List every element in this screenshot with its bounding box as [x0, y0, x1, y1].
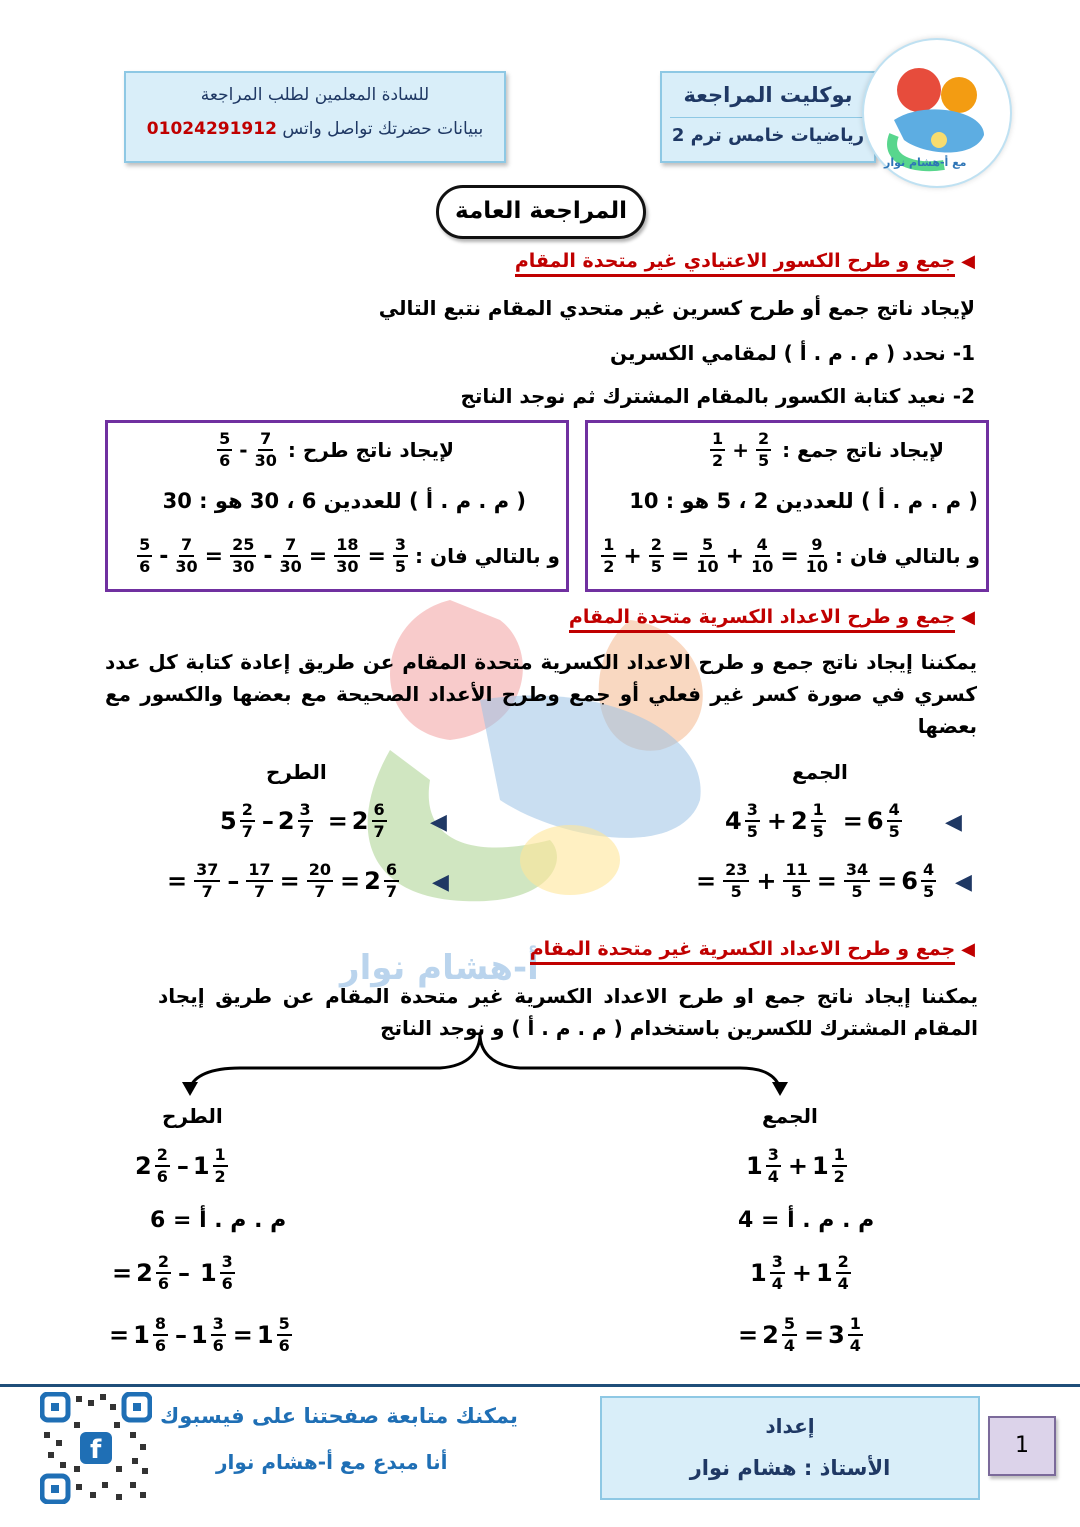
teacher-name: الأستاذ : هشام نوار: [689, 1456, 891, 1480]
section3-add-head: الجمع: [762, 1104, 818, 1128]
section2-sub-head: الطرح: [266, 760, 327, 784]
booklet-title: بوكليت المراجعة: [683, 83, 853, 107]
prepared-label: إعداد: [765, 1414, 815, 1438]
section2-sub-line1: 5 $\frac{2}{7}$ – 2 $\frac{3}{7}$ = 2 $\frac{6}{7}$: [220, 800, 385, 841]
bullet-triangle-icon: ◀: [955, 870, 972, 895]
section3-body: يمكننا إيجاد ناتج جمع او طرح الاعداد الكسرية غير متحدة المقام عن طريق إيجاد المقام المشترك للكسرين باستخدام ( م . م . أ ) و نوجد الناتج: [158, 984, 978, 1040]
page-number: 1: [988, 1416, 1056, 1476]
branch-arrows: [180, 1030, 790, 1100]
footer-page-name[interactable]: أنا مبدع مع أ-هشام نوار: [216, 1450, 448, 1474]
subtraction-example-box: [105, 420, 569, 592]
section2-heading: [569, 606, 975, 628]
booklet-subject: رياضيات خامس ترم 2: [671, 125, 865, 146]
section3-sub-line3: = 2 $\frac{2}{6}$ – 1 $\frac{3}{6}$: [112, 1252, 233, 1293]
section1-step2: 2- نعيد كتابة الكسور بالمقام المشترك ثم نوجد الناتج: [460, 384, 975, 408]
bullet-triangle-icon: ◀: [432, 870, 449, 895]
subtraction-result: و بالتالي فان : $\frac{5}{6}$ - $\frac{7}{30}$ = $\frac{25}{30}$ - $\frac{7}{30}$ = $\frac{18}{30}$ = $\frac{3}{5}$: [139, 535, 560, 576]
bullet-triangle-icon: ◀: [945, 810, 962, 835]
section3-heading: [530, 938, 975, 960]
subtraction-result-label: و بالتالي فان :: [415, 544, 560, 568]
section3-sub-line4: = 1 $\frac{8}{6}$ – 1 $\frac{3}{6}$ = 1 $\frac{5}{6}$: [109, 1314, 290, 1355]
section1-step1: 1- نحدد ( م . م . أ ) لمقامي الكسرين: [610, 341, 975, 365]
contact-line2: [126, 119, 504, 139]
brand-logo: [862, 38, 1012, 188]
contact-phone: 01024291912: [146, 119, 277, 139]
section3-add-line1: 1 $\frac{3}{4}$ + 1 $\frac{1}{2}$: [746, 1145, 845, 1186]
section1-heading: [515, 250, 975, 272]
pointer-icon: ◀: [961, 607, 975, 628]
prepared-by-panel: [600, 1396, 980, 1500]
section2-body: يمكننا إيجاد ناتج جمع و طرح الاعداد الكسرية متحدة المقام عن طريق إعادة كتابة كل عدد كسري في صورة كسر غير فعلي أو جمع وطرح الأعداد الصحيحة مع بعضها والكسور مع بعضها: [105, 650, 977, 738]
section3-add-lcm: م . م . أ = 4: [738, 1208, 875, 1233]
svg-text:f: f: [90, 1435, 102, 1465]
footer-divider: [0, 1384, 1080, 1387]
contact-line1: للسادة المعلمين لطلب المراجعة: [200, 85, 430, 105]
qr-code[interactable]: [40, 1392, 152, 1504]
section2-sub-line2: = $\frac{37}{7}$ – $\frac{17}{7}$ = $\frac{20}{7}$ = 2 $\frac{6}{7}$: [167, 860, 397, 901]
addition-label: لإيجاد ناتج جمع :: [782, 438, 944, 462]
section3-heading-text: جمع و طرح الاعداد الكسرية غير متحدة المقام: [530, 938, 955, 965]
section3-sub-head: الطرح: [162, 1104, 223, 1128]
pointer-icon: ◀: [961, 251, 975, 272]
section2-add-line2: = $\frac{23}{5}$ + $\frac{11}{5}$ = $\frac{34}{5}$ = 6 $\frac{4}{5}$: [696, 860, 935, 901]
section2-heading-text: جمع و طرح الاعداد الكسرية متحدة المقام: [569, 606, 955, 633]
contact-prefix: ببيانات حضرتك تواصل واتس: [282, 119, 484, 139]
section2-add-line1: 4 $\frac{3}{5}$ + 2 $\frac{1}{5}$ = 6 $\frac{4}{5}$: [725, 800, 900, 841]
page-title: المراجعة العامة: [436, 185, 646, 239]
subtraction-label: لإيجاد ناتج طرح :: [287, 438, 454, 462]
qr-code-icon: [40, 1392, 152, 1504]
section3-sub-line1: 2 $\frac{2}{6}$ – 1 $\frac{1}{2}$: [135, 1145, 226, 1186]
addition-result-label: و بالتالي فان :: [835, 544, 980, 568]
bullet-triangle-icon: ◀: [430, 810, 447, 835]
addition-prompt: لإيجاد ناتج جمع : $\frac{1}{2}$ + $\frac{2}{5}$: [712, 429, 944, 470]
section2-add-head: الجمع: [792, 760, 848, 784]
section3-add-line3: 1 $\frac{3}{4}$ + 1 $\frac{2}{4}$: [750, 1252, 849, 1293]
addition-example-box: [585, 420, 989, 592]
logo-caption: مع أ-هشام نوار: [884, 156, 967, 169]
section1-intro: لإيجاد ناتج جمع أو طرح كسرين غير متحدي المقام نتبع التالي: [378, 296, 975, 320]
booklet-panel: [660, 71, 876, 163]
addition-result: و بالتالي فان : $\frac{1}{2}$ + $\frac{2}{5}$ = $\frac{5}{10}$ + $\frac{4}{10}$ = $\frac{9}{10}$: [603, 535, 980, 576]
contact-panel: [124, 71, 506, 163]
section3-sub-lcm: م . م . أ = 6: [150, 1208, 287, 1233]
subtraction-prompt: لإيجاد ناتج طرح : $\frac{5}{6}$ - $\frac{7}{30}$: [219, 429, 454, 470]
section1-heading-text: جمع و طرح الكسور الاعتيادي غير متحدة المقام: [515, 250, 955, 277]
subtraction-lcm: ( م . م . أ ) للعددين 6 ، 30 هو : 30: [162, 489, 526, 513]
footer-follow-text: يمكنك متابعة صفحتنا على فيسبوك: [160, 1404, 518, 1428]
watermark-text: أ-هشام نوار: [340, 948, 539, 988]
pointer-icon: ◀: [961, 939, 975, 960]
section3-add-line4: = 2 $\frac{5}{4}$ = 3 $\frac{1}{4}$: [738, 1314, 861, 1355]
addition-lcm: ( م . م . أ ) للعددين 2 ، 5 هو : 10: [629, 489, 978, 513]
